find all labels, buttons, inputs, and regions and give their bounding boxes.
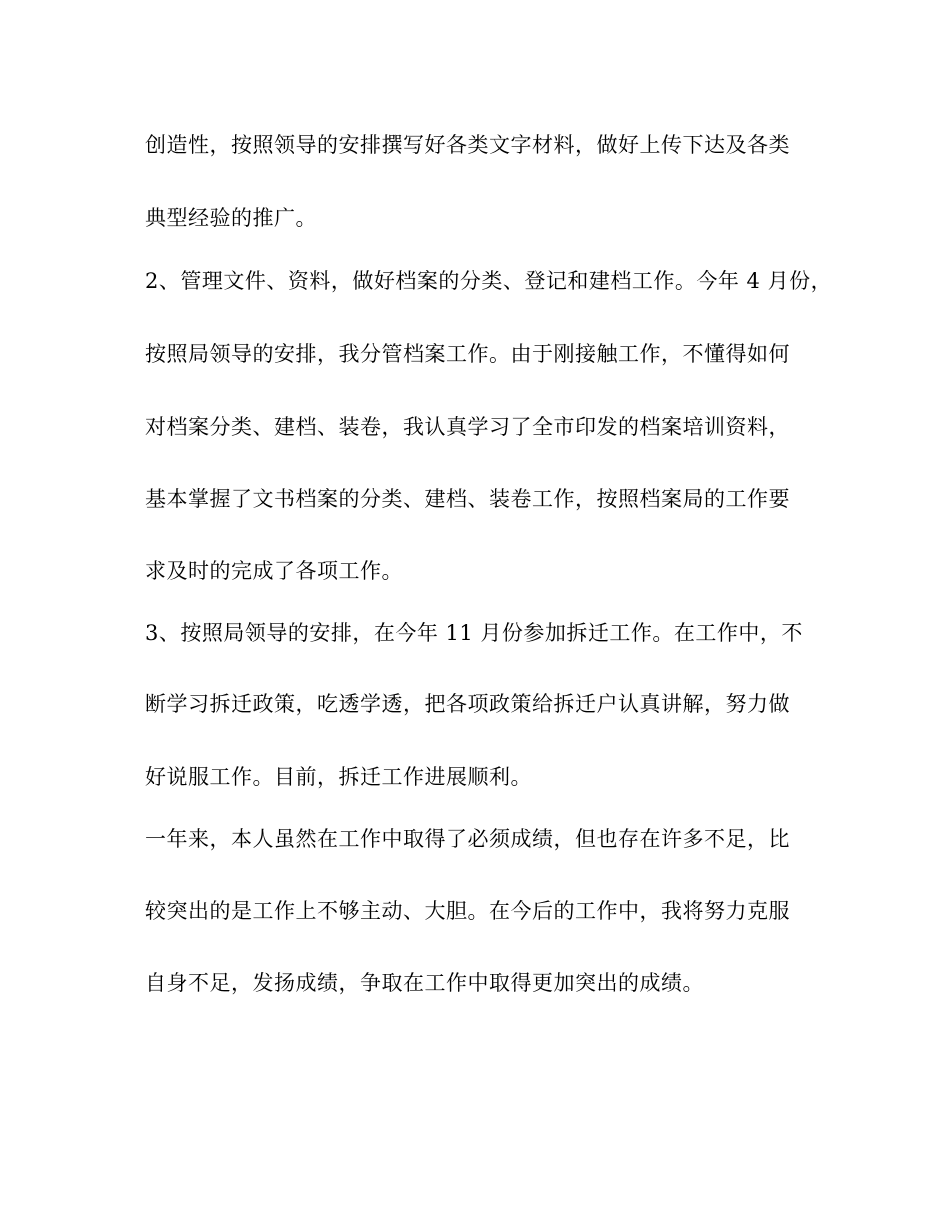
text-line: 一年来，本人虽然在工作中取得了必须成绩，但也存在许多不足，比 xyxy=(145,827,790,851)
text-line: 基本掌握了文书档案的分类、建档、装卷工作，按照档案局的工作要 xyxy=(145,487,790,511)
text-line: 典型经验的推广。 xyxy=(145,206,317,230)
text-line: 好说服工作。目前，拆迁工作进展顺利。 xyxy=(145,765,532,789)
text-line: 3、按照局领导的安排，在今年 11 月份参加拆迁工作。在工作中，不 xyxy=(145,621,803,645)
text-line: 创造性，按照领导的安排撰写好各类文字材料，做好上传下达及各类 xyxy=(145,133,790,157)
text-line: 对档案分类、建档、装卷，我认真学习了全市印发的档案培训资料， xyxy=(145,415,790,439)
text-line: 自身不足，发扬成绩，争取在工作中取得更加突出的成绩。 xyxy=(145,971,704,995)
text-line: 按照局领导的安排，我分管档案工作。由于刚接触工作，不懂得如何 xyxy=(145,342,790,366)
text-line: 求及时的完成了各项工作。 xyxy=(145,559,403,583)
text-line: 2、管理文件、资料，做好档案的分类、登记和建档工作。今年 4 月份， xyxy=(145,269,833,293)
text-line: 较突出的是工作上不够主动、大胆。在今后的工作中，我将努力克服 xyxy=(145,899,790,923)
text-line: 断学习拆迁政策，吃透学透，把各项政策给拆迁户认真讲解，努力做 xyxy=(145,692,790,716)
